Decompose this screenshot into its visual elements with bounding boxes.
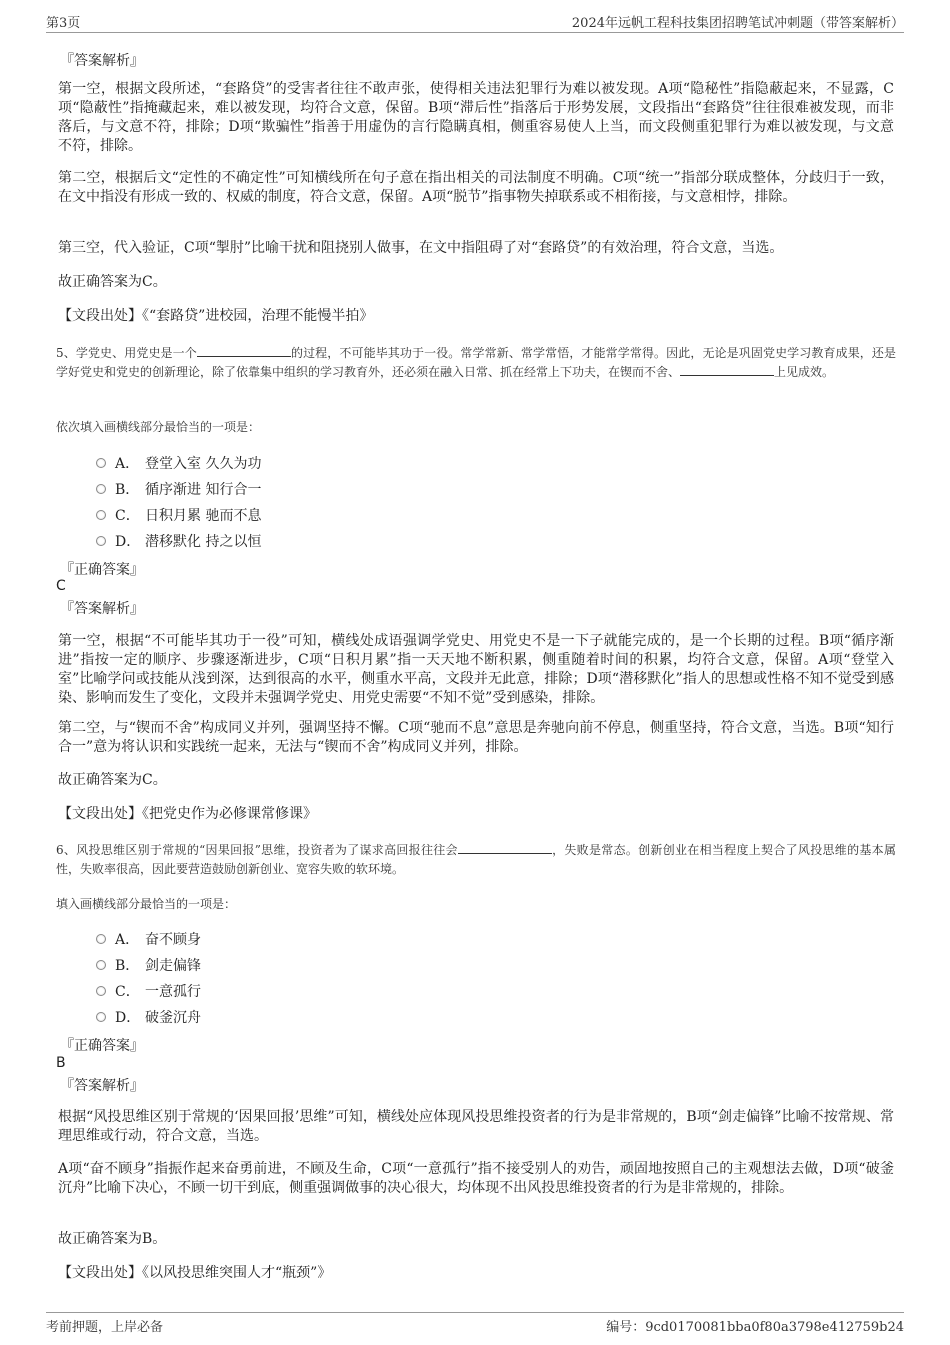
q4-analysis-paragraph-1: 第一空，根据文段所述，“套路贷”的受害者往往不敢声张，使得相关违法犯罪行为难以被发现。A项“隐秘性”指隐蔽起来，不显露，C项“隐蔽性”指掩藏起来，难以被发现，均符合文意，保留。B项“滞后性”指落后于形势发展，文段指出“套路贷”往往很难被发现，而非落后，与文意不符，排除；D项“欺骗性”指善于用虚伪的言行隐瞒真相，侧重容易使人上当，而文段侧重犯罪行为难以被发现，与文意不符，排除。 — [58, 81, 894, 154]
radio-icon[interactable] — [96, 536, 106, 546]
q6-stem-part-1: 6、风投思维区别于常规的“因果回报”思维，投资者为了谋求高回报往往会 — [56, 843, 458, 857]
page-footer — [46, 1312, 904, 1335]
q6-source: 【文段出处】《以风投思维突围人才“瓶颈”》 — [58, 1265, 332, 1281]
option-text: 剑走偏锋 — [145, 958, 201, 974]
q4-analysis-paragraph-3: 第三空，代入验证，C项“掣肘”比喻干扰和阻挠别人做事，在文中指阻碍了对“套路贷”的有效治理，符合文意，当选。 — [58, 240, 784, 256]
q4-source: 【文段出处】《“套路贷”进校园，治理不能慢半拍》 — [58, 308, 374, 324]
radio-icon[interactable] — [96, 960, 106, 970]
q6-option-c[interactable] — [96, 981, 201, 1001]
q6-blank — [458, 841, 552, 854]
radio-icon[interactable] — [96, 458, 106, 468]
option-letter: D． — [115, 1010, 141, 1026]
page-number: 第3页 — [46, 16, 81, 31]
q6-analysis-paragraph-1: 根据“风投思维区别于常规的‘因果回报’思维”可知，横线处应体现风投思维投资者的行为是非常规的，B项“剑走偏锋”比喻不按常规、常理思维或行动，符合文意，当选。 — [58, 1109, 894, 1144]
footer-slogan: 考前押题，上岸必备 — [46, 1320, 164, 1335]
q5-analysis-paragraph-2: 第二空，与“锲而不舍”构成同义并列，强调坚持不懈。C项“驰而不息”意思是奔驰向前不停息，侧重坚持，符合文意，当选。B项“知行合一”意为将认识和实践统一起来，无法与“锲而不舍”构成同义并列，排除。 — [58, 720, 894, 755]
option-letter: D． — [115, 534, 141, 550]
q5-instruction: 依次填入画横线部分最恰当的一项是： — [56, 420, 261, 434]
q5-analysis-label: 『答案解析』 — [60, 601, 144, 617]
radio-icon[interactable] — [96, 934, 106, 944]
option-text: 循序渐进 知行合一 — [145, 482, 262, 498]
document-id: 编号：9cd0170081bba0f80a3798e412759b24 — [606, 1320, 904, 1335]
option-text: 日积月累 驰而不息 — [145, 508, 262, 524]
q5-option-a[interactable] — [96, 453, 261, 473]
radio-icon[interactable] — [96, 484, 106, 494]
radio-icon[interactable] — [96, 986, 106, 996]
q6-conclusion: 故正确答案为B。 — [58, 1231, 167, 1247]
q5-analysis-paragraph-1: 第一空，根据“不可能毕其功于一役”可知，横线处成语强调学党史、用党史不是一下子就能完成的，是一个长期的过程。B项“循序渐进”指按一定的顺序、步骤逐渐进步，C项“日积月累”指一天天地不断积累，侧重随着时间的积累，均符合文意，保留。A项“登堂入室”比喻学问或技能从浅到深，达到很高的水平，侧重水平高，文段并无此意，排除；D项“潜移默化”指人的思想或性格不知不觉受到感染、影响而发生了变化，文段并未强调学党史、用党史需要“不知不觉”受到感染，排除。 — [58, 633, 894, 706]
q4-analysis-label: 『答案解析』 — [60, 53, 144, 69]
q6-answer: B — [56, 1055, 66, 1071]
q5-source: 【文段出处】《把党史作为必修课常修课》 — [58, 806, 317, 822]
radio-icon[interactable] — [96, 510, 106, 520]
q6-analysis-label: 『答案解析』 — [60, 1078, 144, 1094]
q5-option-d[interactable] — [96, 531, 261, 551]
q6-analysis-paragraph-2: A项“奋不顾身”指振作起来奋勇前进，不顾及生命，C项“一意孤行”指不接受别人的劝告，顽固地按照自己的主观想法去做，D项“破釜沉舟”比喻下决心，不顾一切干到底，侧重强调做事的决心很大，均体现不出风投思维投资者的行为是非常规的，排除。 — [58, 1161, 894, 1196]
option-text: 潜移默化 持之以恒 — [145, 534, 262, 550]
q5-answer-label: 『正确答案』 — [60, 562, 144, 578]
option-letter: A． — [115, 932, 140, 948]
q5-option-b[interactable] — [96, 479, 261, 499]
option-letter: B． — [115, 958, 140, 974]
document-title: 2024年远帆工程科技集团招聘笔试冲刺题（带答案解析） — [571, 16, 904, 31]
q6-stem — [56, 841, 896, 879]
option-text: 一意孤行 — [145, 984, 201, 1000]
option-letter: C． — [115, 508, 140, 524]
page-header — [46, 10, 904, 33]
q4-conclusion: 故正确答案为C。 — [58, 274, 167, 290]
q5-conclusion: 故正确答案为C。 — [58, 772, 167, 788]
option-letter: B． — [115, 482, 140, 498]
q6-option-d[interactable] — [96, 1007, 201, 1027]
q5-stem-part-1: 5、学党史、用党史是一个 — [56, 346, 197, 360]
radio-icon[interactable] — [96, 1012, 106, 1022]
option-text: 奋不顾身 — [145, 932, 201, 948]
q5-stem-part-2: 的过程，不可能毕其功于一役。常学常新、常学常悟，才能常学常得。因此，无论是巩固党史学习教育成果，还是学好党史和党史的创新理论，除了依靠集中组织的学习教育外，还必须在融入日常、抓在经常上下功夫，在锲而不舍、 — [56, 346, 896, 379]
q6-instruction: 填入画横线部分最恰当的一项是： — [56, 897, 237, 911]
q4-analysis-paragraph-2: 第二空，根据后文“定性的不确定性”可知横线所在句子意在指出相关的司法制度不明确。C项“统一”指部分联成整体，分歧归于一致，在文中指没有形成一致的、权威的制度，符合文意，保留。A项“脱节”指事物失掉联系或不相衔接，与文意相悖，排除。 — [58, 170, 894, 205]
q5-blank-2 — [680, 363, 774, 376]
q6-option-a[interactable] — [96, 929, 201, 949]
q5-answer: C — [56, 578, 66, 594]
q5-blank-1 — [197, 344, 291, 357]
option-text: 破釜沉舟 — [145, 1010, 201, 1026]
q5-option-c[interactable] — [96, 505, 261, 525]
q6-answer-label: 『正确答案』 — [60, 1038, 144, 1054]
option-letter: A． — [115, 456, 140, 472]
option-letter: C． — [115, 984, 140, 1000]
q6-option-b[interactable] — [96, 955, 201, 975]
q5-stem — [56, 344, 896, 382]
option-text: 登堂入室 久久为功 — [145, 456, 262, 472]
q6-stem-part-2: ，失败是常态。创新创业在相当程度上契合了风投思维的基本属性，失败率很高，因此要营造鼓励创新创业、宽容失败的软环境。 — [56, 843, 896, 876]
q5-stem-part-3: 上见成效。 — [774, 365, 835, 379]
